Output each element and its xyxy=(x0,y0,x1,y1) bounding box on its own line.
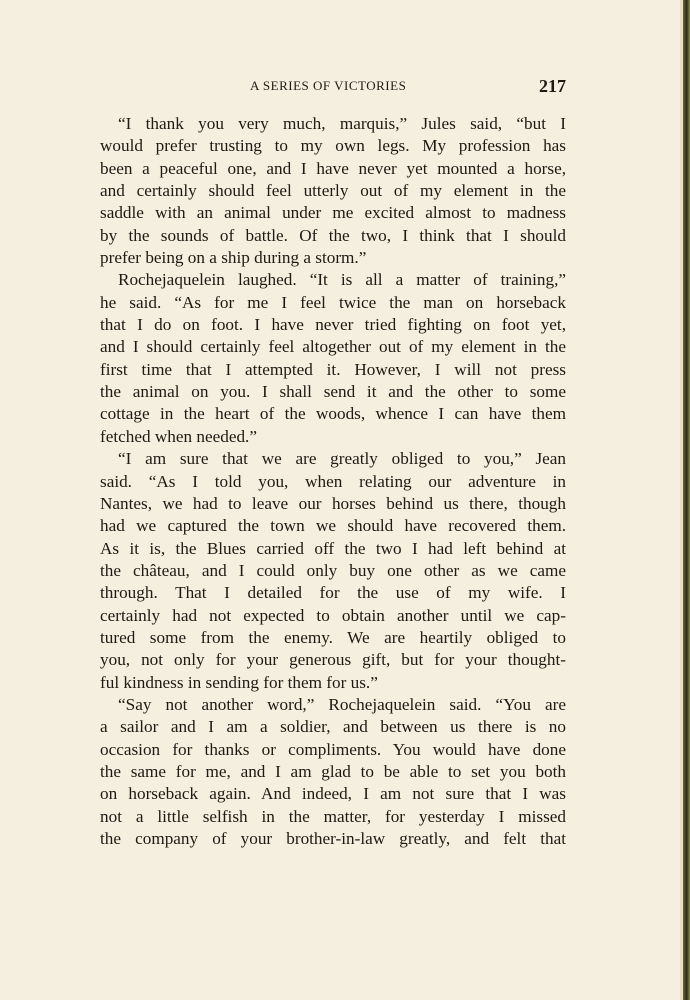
text-line: not a little selfish in the matter, for yesterday I missed xyxy=(100,806,566,826)
body-text xyxy=(100,113,566,850)
text-line: saddle with an animal under me excited almost to madness xyxy=(100,203,566,223)
text-line: the company of your brother-in-law greatly, and felt that xyxy=(100,829,566,848)
paragraph xyxy=(100,448,566,694)
text-line: tured some from the enemy. We are heartily obliged to xyxy=(100,627,566,647)
text-line: the château, and I could only buy one other as we came xyxy=(100,560,566,580)
text-line: through. That I detailed for the use of my wife. I xyxy=(100,583,566,603)
text-line: on horseback again. And indeed, I am not sure that I was xyxy=(100,784,566,804)
text-line: “I thank you very much, marquis,” Jules said, “but I xyxy=(118,114,566,133)
paragraph xyxy=(100,694,566,850)
text-line: first time that I attempted it. However, I will not press xyxy=(100,359,566,379)
text-line: certainly had not expected to obtain another until we cap- xyxy=(100,605,566,625)
text-line: Rochejaquelein laughed. “It is all a matter of training,” xyxy=(118,270,566,290)
text-line: said. “As I told you, when relating our adventure in xyxy=(100,471,566,491)
text-line: and certainly should feel utterly out of my element in the xyxy=(100,181,566,201)
page-header xyxy=(100,76,566,98)
text-line: ful kindness in sending for them for us.” xyxy=(100,672,378,692)
text-line: would prefer trusting to my own legs. My profession has xyxy=(100,136,566,156)
paragraph xyxy=(100,269,566,448)
text-line: occasion for thanks or compliments. You would have done xyxy=(100,739,566,759)
book-spine-edge xyxy=(683,0,690,1000)
text-line: you, not only for your generous gift, but for your thought- xyxy=(100,650,566,670)
page-number: 217 xyxy=(539,76,566,96)
text-line: a sailor and I am a soldier, and between us there is no xyxy=(100,717,566,737)
text-line: Nantes, we had to leave our horses behind us there, though xyxy=(100,493,566,513)
text-line: “Say not another word,” Rochejaquelein said. “You are xyxy=(118,694,566,714)
text-line: fetched when needed.” xyxy=(100,426,257,446)
text-line: been a peaceful one, and I have never yet mounted a horse, xyxy=(100,158,566,178)
running-title: A SERIES OF VICTORIES xyxy=(250,78,407,93)
text-line: “I am sure that we are greatly obliged to you,” Jean xyxy=(118,449,566,469)
text-line: the same for me, and I am glad to be able to set you both xyxy=(100,761,566,781)
text-line: the animal on you. I shall send it and the other to some xyxy=(100,382,566,402)
text-line: that I do on foot. I have never tried fighting on foot yet, xyxy=(100,315,566,335)
text-line: by the sounds of battle. Of the two, I think that I should xyxy=(100,225,566,245)
text-line: had we captured the town we should have recovered them. xyxy=(100,516,566,536)
text-line: prefer being on a ship during a storm.” xyxy=(100,248,367,268)
text-line: and I should certainly feel altogether out of my element in the xyxy=(100,337,566,357)
text-line: As it is, the Blues carried off the two I had left behind at xyxy=(100,538,566,558)
text-line: he said. “As for me I feel twice the man on horseback xyxy=(100,292,566,312)
text-line: cottage in the heart of the woods, whence I can have them xyxy=(100,404,566,424)
paragraph xyxy=(100,113,566,269)
